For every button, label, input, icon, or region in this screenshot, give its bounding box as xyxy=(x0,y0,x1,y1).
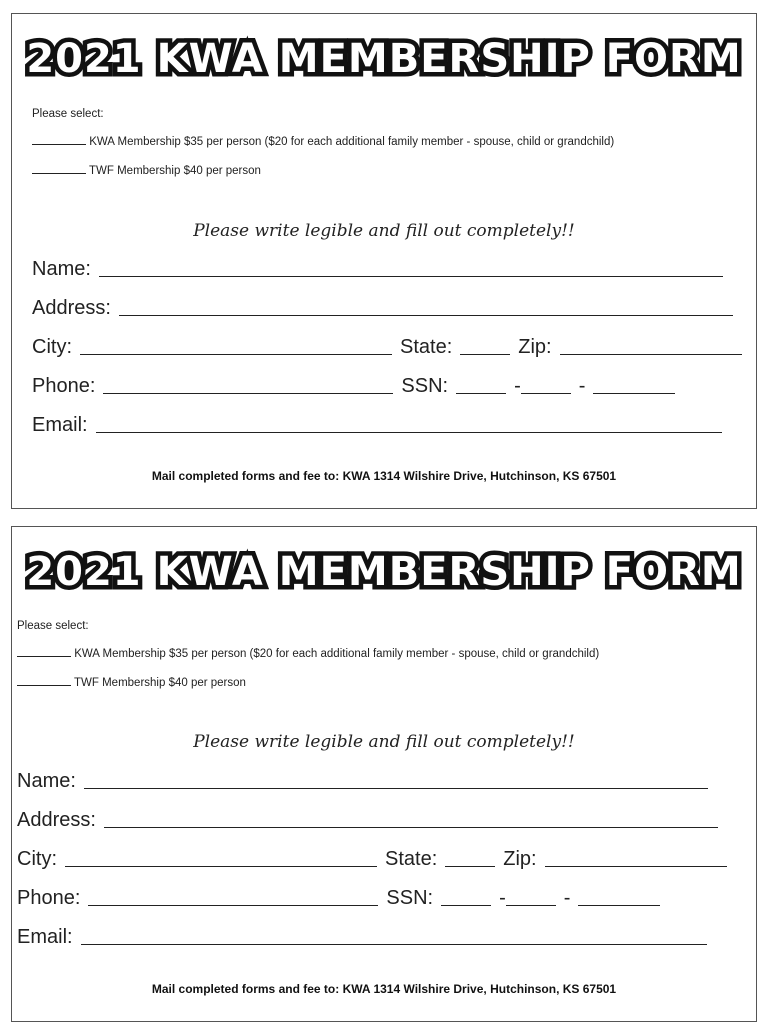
address-input-line[interactable] xyxy=(104,826,718,828)
ssn-label: SSN: xyxy=(401,375,449,397)
zip-input-line[interactable] xyxy=(545,865,727,867)
membership-form-top xyxy=(11,13,757,509)
zip-label: Zip: xyxy=(503,848,537,870)
zip-label: Zip: xyxy=(518,336,552,358)
address-row xyxy=(32,297,733,320)
city-label: City: xyxy=(17,848,57,870)
phone-label: Phone: xyxy=(17,887,81,909)
instruction-note: Please write legible and fill out completely!! xyxy=(193,732,575,752)
name-input-line[interactable] xyxy=(99,275,723,277)
kwa-option-label: KWA Membership $35 per person ($20 for each additional family member - spouse, child or grandchild) xyxy=(89,136,615,148)
zip-input-line[interactable] xyxy=(560,353,742,355)
name-row xyxy=(32,258,723,281)
twf-option-label: TWF Membership $40 per person xyxy=(74,677,246,689)
ssn-separator: - xyxy=(578,375,586,397)
twf-option-label: TWF Membership $40 per person xyxy=(89,165,261,177)
city-label: City: xyxy=(32,336,72,358)
ssn-part3-line[interactable] xyxy=(593,392,675,394)
address-label: Address: xyxy=(17,809,96,831)
state-input-line[interactable] xyxy=(445,865,495,867)
ssn-part3-line[interactable] xyxy=(578,904,660,906)
email-label: Email: xyxy=(32,414,88,436)
email-row xyxy=(17,926,707,949)
ssn-separator: - xyxy=(563,887,571,909)
ssn-part1-line[interactable] xyxy=(441,904,491,906)
twf-option-blank[interactable] xyxy=(32,172,86,174)
phone-ssn-row xyxy=(32,375,675,398)
twf-option-blank[interactable] xyxy=(17,684,71,686)
kwa-option-row xyxy=(32,136,614,148)
name-label: Name: xyxy=(32,258,91,280)
kwa-option-blank[interactable] xyxy=(17,655,71,657)
ssn-separator: - xyxy=(514,375,521,397)
phone-label: Phone: xyxy=(32,375,96,397)
city-state-zip-row xyxy=(17,848,727,871)
please-select-label: Please select: xyxy=(17,620,89,632)
membership-form-bottom xyxy=(11,526,757,1022)
state-input-line[interactable] xyxy=(460,353,510,355)
twf-option-row xyxy=(32,165,261,177)
kwa-option-blank[interactable] xyxy=(32,143,86,145)
address-row xyxy=(17,809,718,832)
phone-ssn-row xyxy=(17,887,660,910)
state-label: State: xyxy=(385,848,438,870)
ssn-separator: - xyxy=(499,887,506,909)
twf-option-row xyxy=(17,677,246,689)
email-label: Email: xyxy=(17,926,73,948)
mail-instructions: Mail completed forms and fee to: KWA 1314 Wilshire Drive, Hutchinson, KS 67501 xyxy=(151,982,617,996)
name-row xyxy=(17,770,708,793)
state-label: State: xyxy=(400,336,453,358)
phone-input-line[interactable] xyxy=(88,904,378,906)
kwa-option-label: KWA Membership $35 per person ($20 for each additional family member - spouse, child or grandchild) xyxy=(74,648,600,660)
instruction-note: Please write legible and fill out completely!! xyxy=(193,221,575,241)
mail-instructions: Mail completed forms and fee to: KWA 1314 Wilshire Drive, Hutchinson, KS 67501 xyxy=(151,469,617,483)
name-input-line[interactable] xyxy=(84,787,708,789)
city-state-zip-row xyxy=(32,336,742,359)
form-title: 2021 KWA MEMBERSHIP FORM xyxy=(26,549,742,595)
email-input-line[interactable] xyxy=(81,943,707,945)
email-input-line[interactable] xyxy=(96,431,722,433)
kwa-option-row xyxy=(17,648,599,660)
address-label: Address: xyxy=(32,297,111,319)
ssn-part2-line[interactable] xyxy=(506,904,556,906)
email-row xyxy=(32,414,722,437)
ssn-part2-line[interactable] xyxy=(521,392,571,394)
form-title: 2021 KWA MEMBERSHIP FORM xyxy=(26,36,742,82)
city-input-line[interactable] xyxy=(65,865,377,867)
please-select-label: Please select: xyxy=(32,108,104,120)
ssn-label: SSN: xyxy=(386,887,434,909)
phone-input-line[interactable] xyxy=(103,392,393,394)
ssn-part1-line[interactable] xyxy=(456,392,506,394)
name-label: Name: xyxy=(17,770,76,792)
address-input-line[interactable] xyxy=(119,314,733,316)
city-input-line[interactable] xyxy=(80,353,392,355)
